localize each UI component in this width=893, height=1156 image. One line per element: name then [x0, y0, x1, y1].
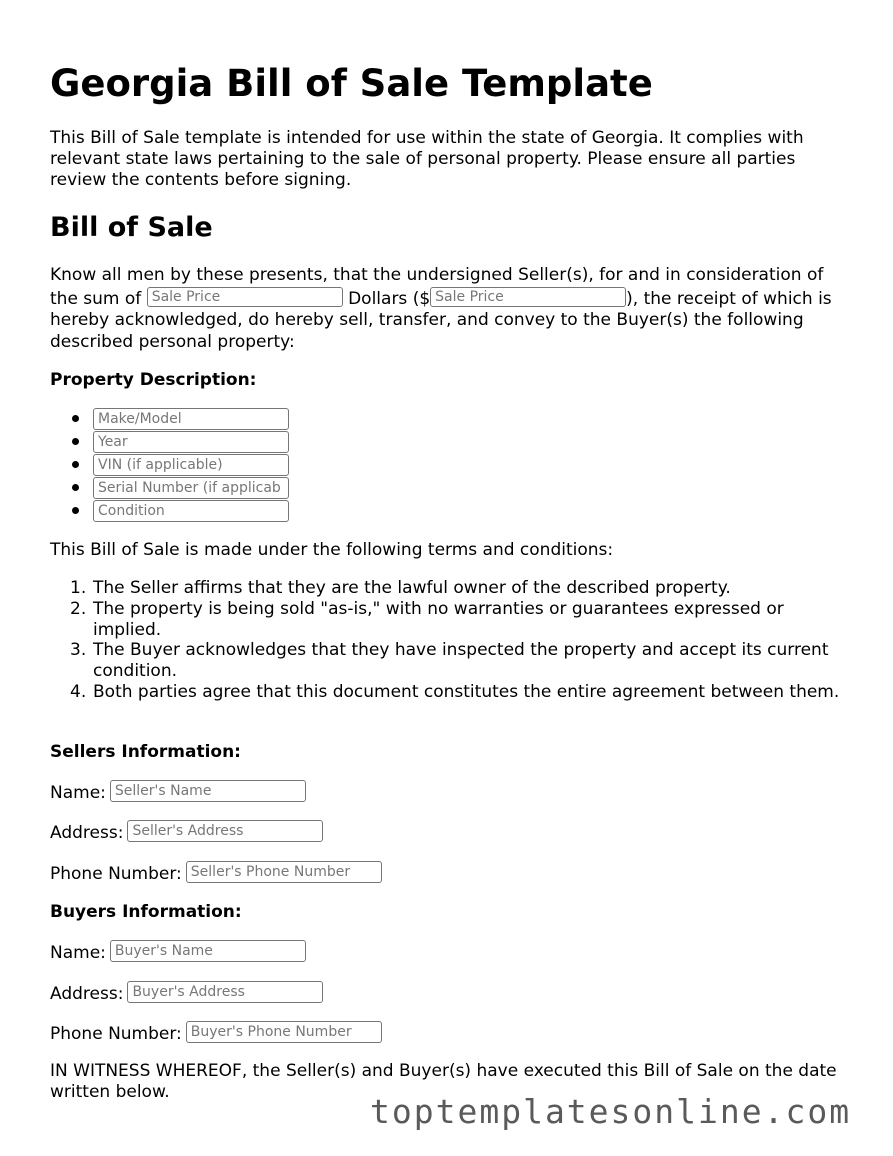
list-item — [50, 599, 850, 641]
term-text: Both parties agree that this document constitutes the entire agreement between them. — [93, 681, 840, 702]
seller-address-row — [50, 820, 323, 844]
seller-name-label: Name: — [50, 783, 106, 803]
section-heading: Bill of Sale — [50, 212, 213, 243]
buyer-name-row — [50, 940, 306, 964]
term-text: The Buyer acknowledges that they have inspected the property and accept its current condition. — [93, 640, 829, 682]
sellers-information-heading: Sellers Information: — [50, 742, 241, 762]
terms-list — [50, 578, 850, 703]
buyer-address-label: Address: — [50, 984, 124, 1004]
term-number: 4. — [70, 681, 87, 702]
buyers-information-heading: Buyers Information: — [50, 902, 242, 922]
bullet-icon — [72, 461, 79, 468]
seller-phone-row — [50, 861, 382, 885]
consideration-text-before: Know all men by these presents, that the undersigned Seller(s), for and in consideration of the sum of — [50, 265, 824, 309]
consideration-paragraph — [50, 265, 850, 353]
seller-name-row — [50, 780, 306, 804]
list-item — [50, 640, 850, 682]
buyer-phone-input[interactable]: Buyer's Phone Number — [186, 1021, 382, 1043]
bullet-icon — [72, 438, 79, 445]
page-title: Georgia Bill of Sale Template — [50, 62, 653, 105]
property-description-heading: Property Description: — [50, 370, 257, 390]
sale-price-words-input[interactable]: Sale Price — [147, 287, 343, 307]
consideration-text-after: ), the receipt of which is hereby acknowledged, do hereby sell, transfer, and convey to the Buyer(s) the following described personal property: — [50, 288, 832, 352]
bullet-icon — [72, 415, 79, 422]
buyer-name-label: Name: — [50, 943, 106, 963]
buyer-address-input[interactable]: Buyer's Address — [127, 981, 323, 1003]
term-text: The property is being sold "as-is," with no warranties or guarantees expressed or implied. — [93, 598, 784, 640]
buyer-phone-row — [50, 1021, 382, 1045]
sale-price-number-input[interactable]: Sale Price — [430, 287, 626, 307]
bullet-icon — [72, 507, 79, 514]
intro-paragraph: This Bill of Sale template is intended for use within the state of Georgia. It complies with relevant state laws pertaining to the sale of personal property. Please ensure all parties review the contents before signing. — [50, 128, 804, 190]
list-item — [50, 682, 850, 703]
bullet-icon — [72, 484, 79, 491]
watermark-text: toptemplatesonline.com — [370, 1092, 852, 1131]
buyer-name-input[interactable]: Buyer's Name — [110, 940, 306, 962]
seller-name-input[interactable]: Seller's Name — [110, 780, 306, 802]
seller-phone-label: Phone Number: — [50, 864, 182, 884]
term-number: 2. — [70, 598, 87, 619]
term-number: 3. — [70, 640, 87, 661]
list-item — [50, 578, 850, 599]
serial-number-input[interactable]: Serial Number (if applicab — [93, 477, 289, 499]
make-model-input[interactable]: Make/Model — [93, 408, 289, 430]
seller-address-label: Address: — [50, 823, 124, 843]
seller-phone-input[interactable]: Seller's Phone Number — [186, 861, 382, 883]
buyer-address-row — [50, 981, 323, 1005]
term-text: The Seller affirms that they are the lawful owner of the described property. — [93, 578, 731, 598]
term-number: 1. — [70, 578, 87, 598]
year-input[interactable]: Year — [93, 431, 289, 453]
witness-paragraph: IN WITNESS WHEREOF, the Seller(s) and Buyer(s) have executed this Bill of Sale on the date written below. — [50, 1061, 837, 1102]
seller-address-input[interactable]: Seller's Address — [127, 820, 323, 842]
buyer-phone-label: Phone Number: — [50, 1024, 182, 1044]
consideration-text-middle: Dollars ($ — [342, 288, 431, 309]
condition-input[interactable]: Condition — [93, 500, 289, 522]
terms-intro: This Bill of Sale is made under the following terms and conditions: — [50, 540, 614, 560]
vin-input[interactable]: VIN (if applicable) — [93, 454, 289, 476]
